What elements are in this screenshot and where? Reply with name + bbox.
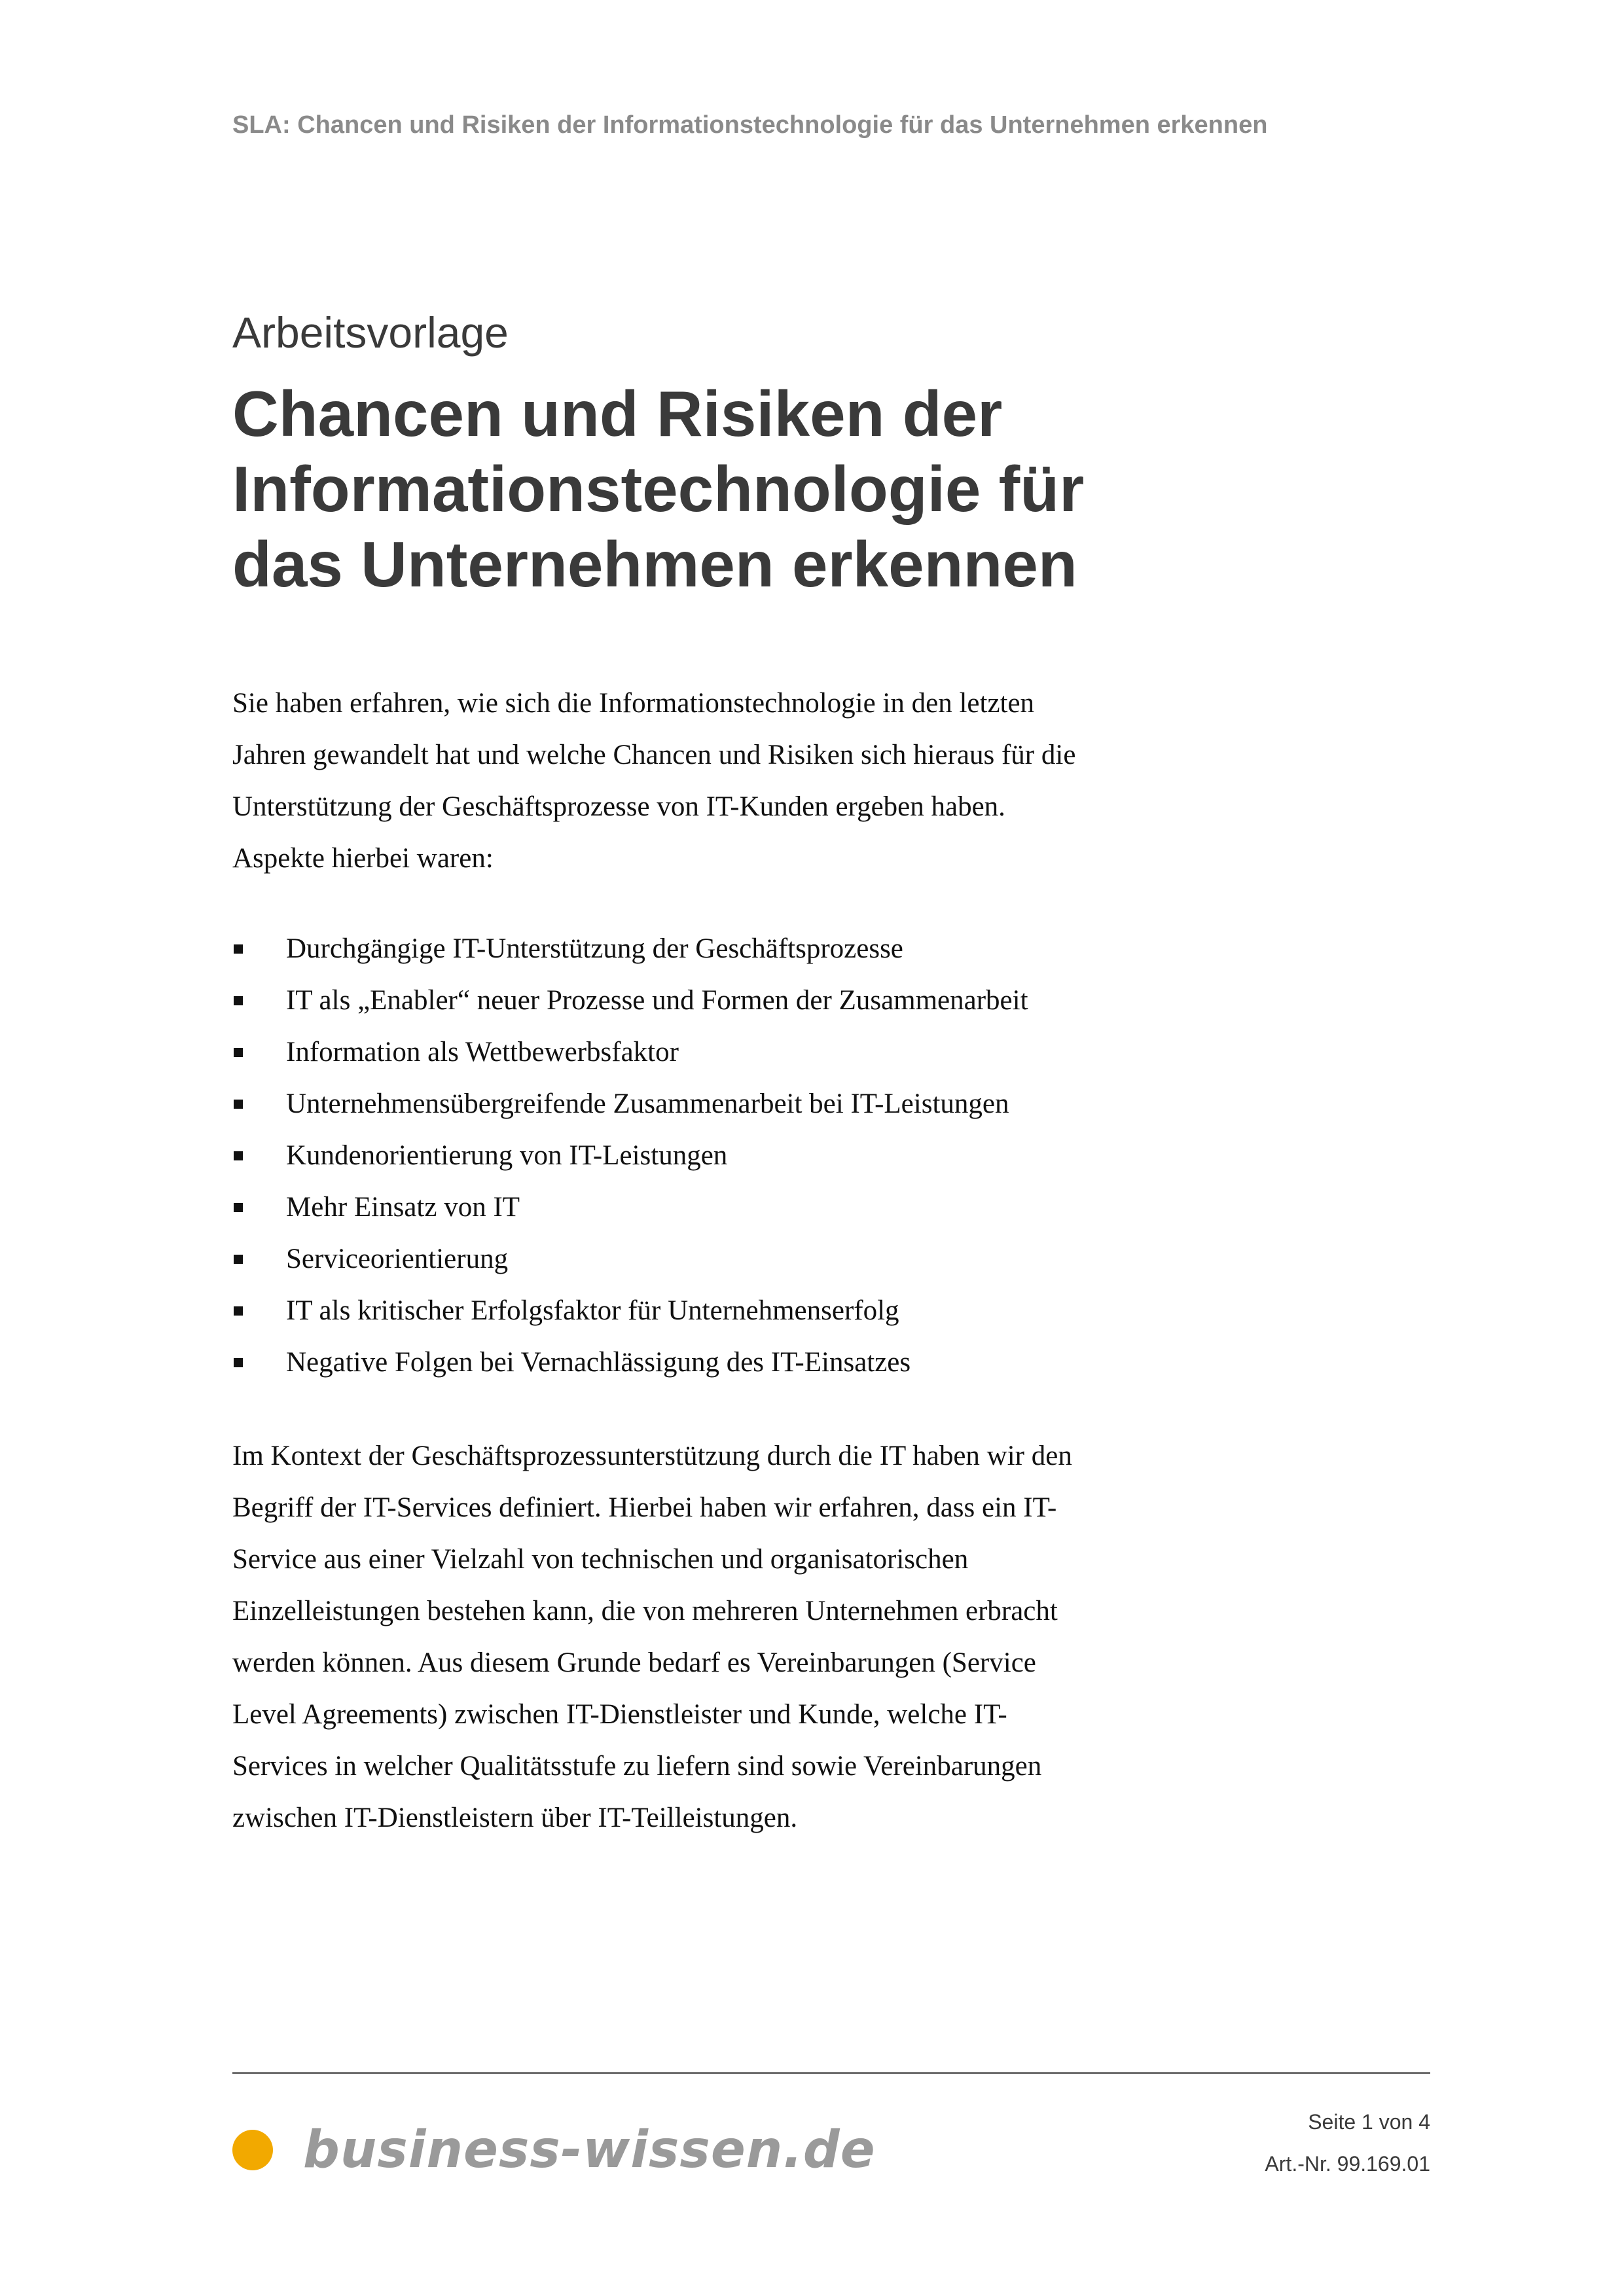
square-bullet-icon [234,1358,243,1367]
title-line: Chancen und Risiken der [232,378,1003,450]
context-line: Service aus einer Vielzahl von technischen und organisatorischen [232,1544,969,1575]
aspects-list [232,923,1028,1388]
list-item [232,1233,1028,1285]
square-bullet-icon [234,996,243,1005]
context-line: werden können. Aus diesem Grunde bedarf es Vereinbarungen (Service [232,1647,1036,1678]
list-item [232,1336,1028,1388]
title-line: das Unternehmen erkennen [232,528,1077,600]
list-item [232,1181,1028,1233]
intro-paragraph [232,677,1214,884]
logo-dot-icon [232,2130,273,2170]
square-bullet-icon [234,1100,243,1109]
list-item [232,975,1028,1026]
article-number: Art.-Nr. 99.169.01 [1265,2152,1430,2176]
running-header: SLA: Chancen und Risiken der Informationstechnologie für das Unternehmen erkennen [232,111,1268,139]
list-item-text: IT als „Enabler“ neuer Prozesse und Formen der Zusammenarbeit [286,985,1028,1016]
brand-logo [232,2121,876,2179]
list-item [232,1285,1028,1336]
list-item [232,1078,1028,1130]
square-bullet-icon [234,1203,243,1212]
context-paragraph [232,1430,1214,1844]
intro-line: Sie haben erfahren, wie sich die Informationstechnologie in den letzten [232,688,1035,719]
list-item-text: Unternehmensübergreifende Zusammenarbeit bei IT-Leistungen [286,1088,1009,1119]
square-bullet-icon [234,1151,243,1160]
context-line: Level Agreements) zwischen IT-Dienstleister und Kunde, welche IT- [232,1699,1007,1730]
square-bullet-icon [234,1306,243,1316]
square-bullet-icon [234,944,243,954]
square-bullet-icon [234,1048,243,1057]
intro-line: Jahren gewandelt hat und welche Chancen und Risiken sich hieraus für die [232,740,1076,770]
square-bullet-icon [234,1255,243,1264]
intro-line: Aspekte hierbei waren: [232,843,494,874]
footer-meta [1265,2101,1430,2185]
page-number: Seite 1 von 4 [1308,2110,1430,2134]
list-item [232,1130,1028,1181]
context-line: zwischen IT-Dienstleistern über IT-Teilleistungen. [232,1803,798,1833]
list-item-text: Mehr Einsatz von IT [286,1192,520,1223]
document-type-label: Arbeitsvorlage [232,308,509,357]
list-item-text: Durchgängige IT-Unterstützung der Geschäftsprozesse [286,933,903,964]
context-line: Einzelleistungen bestehen kann, die von mehreren Unternehmen erbracht [232,1596,1058,1626]
list-item-text: Serviceorientierung [286,1244,509,1274]
footer-divider [232,2072,1430,2074]
intro-line: Unterstützung der Geschäftsprozesse von IT-Kunden ergeben haben. [232,791,1005,822]
document-title [232,376,1214,602]
context-line: Services in welcher Qualitätsstufe zu liefern sind sowie Vereinbarungen [232,1751,1042,1782]
list-item-text: Kundenorientierung von IT-Leistungen [286,1140,728,1171]
list-item [232,1026,1028,1078]
list-item-text: IT als kritischer Erfolgsfaktor für Unternehmenserfolg [286,1295,899,1326]
list-item [232,923,1028,975]
title-line: Informationstechnologie für [232,453,1085,525]
list-item-text: Information als Wettbewerbsfaktor [286,1037,679,1067]
context-line: Begriff der IT-Services definiert. Hierbei haben wir erfahren, dass ein IT- [232,1492,1057,1523]
context-line: Im Kontext der Geschäftsprozessunterstützung durch die IT haben wir den [232,1441,1072,1471]
logo-text: business-wissen.de [303,2121,876,2179]
list-item-text: Negative Folgen bei Vernachlässigung des IT-Einsatzes [286,1347,911,1378]
